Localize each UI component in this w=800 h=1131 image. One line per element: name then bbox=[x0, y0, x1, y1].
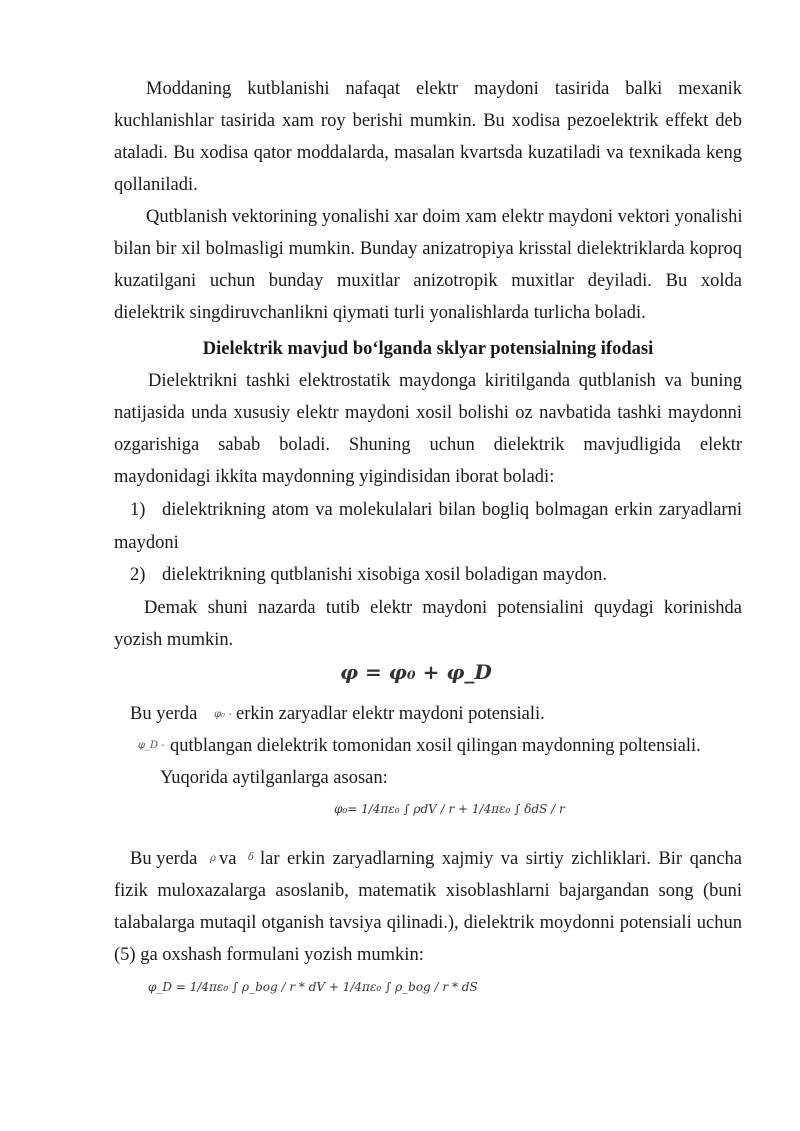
phi-d-symbol: φ_D - bbox=[138, 740, 165, 751]
list-item-1-line-2: maydoni bbox=[114, 533, 179, 553]
bu-yerda-label-1: Bu yerda bbox=[130, 704, 198, 724]
rho-symbol: ρ bbox=[210, 853, 216, 864]
yuqorida-line: Yuqorida aytilganlarga asosan: bbox=[160, 768, 388, 788]
p3-line-2: natijasida unda xususiy elektr maydoni xosil bolishi oz navbatida tashki maydonni bbox=[114, 403, 742, 423]
p2-line-3: kuzatilgani uchun bunday muxitlar anizotropik muxitlar deyiladi. Bu xolda bbox=[114, 271, 742, 291]
p1-line-3: ataladi. Bu xodisa qator moddalarda, masalan kvartsda kuzatiladi va texnikada keng bbox=[114, 143, 742, 163]
p5-va: va bbox=[219, 849, 237, 869]
p5-bu-yerda: Bu yerda bbox=[130, 849, 198, 869]
list-item-2-line-1: dielektrikning qutblanishi xisobiga xosil boladigan maydon. bbox=[162, 565, 607, 585]
p2-line-2: bilan bir xil bolmasligi mumkin. Bunday anizatropiya krisstal dielektriklarda koproq bbox=[114, 239, 742, 259]
p4-line-1: Demak shuni nazarda tutib elektr maydoni potensialini quydagi korinishda bbox=[144, 598, 742, 618]
p4-line-2: yozish mumkin. bbox=[114, 630, 234, 650]
delta-symbol: δ bbox=[248, 852, 255, 863]
formula-phi-d-integral: φ_D = 1/4πε₀ ∫ ρ_bog / r * dV + 1/4πε₀ ∫ ρ_bog / r * dS bbox=[148, 980, 478, 994]
p1-line-1: Moddaning kutblanishi nafaqat elektr maydoni tasirida balki mexanik bbox=[146, 79, 742, 99]
p3-line-3: ozgarishiga sabab boladi. Shuning uchun dielektrik mavjudligida elektr bbox=[114, 435, 742, 455]
p1-line-2: kuchlanishlar tasirida xam roy berishi mumkin. Bu xodisa pezoelektrik effekt deb bbox=[114, 111, 742, 131]
p5-line-3: talabalarga mutaqil otganish tavsiya qilinadi.), dielektrik moydonni potensiali uchun bbox=[114, 913, 742, 933]
p5-line-1-rest: lar erkin zaryadlarning xajmiy va sirtiy zichliklari. Bir qancha bbox=[260, 849, 742, 869]
formula-potential-sum: φ = φ₀ + φ_D bbox=[340, 660, 492, 684]
section-heading: Dielektrik mavjud bo‘lganda sklyar potensialning ifodasi bbox=[202, 339, 654, 359]
list-item-1-line-1: dielektrikning atom va molekulalari bilan bogliq bolmagan erkin zaryadlarni bbox=[162, 500, 742, 520]
list-item-2-number: 2) bbox=[130, 565, 146, 585]
p3-line-4: maydonidagi ikkita maydonning yigindisidan iborat boladi: bbox=[114, 467, 555, 487]
p3-line-1: Dielektrikni tashki elektrostatik maydonga kiritilganda qutblanish va buning bbox=[148, 371, 742, 391]
p5-line-4: (5) ga oxshash formulani yozish mumkin: bbox=[114, 945, 424, 965]
formula-phi-zero-integral: φ₀= 1/4πε₀ ∫ ρdV / r + 1/4πε₀ ∫ δdS / r bbox=[334, 802, 565, 816]
p5-line-2: fizik muloxazalarga asoslanib, matematik xisoblashlarni bajargandan song (buni bbox=[114, 881, 742, 901]
phi-d-description: qutblangan dielektrik tomonidan xosil qilingan maydonning poltensiali. bbox=[170, 736, 701, 756]
phi-zero-symbol: φ₀ - bbox=[214, 709, 232, 720]
p1-line-4: qollaniladi. bbox=[114, 175, 198, 195]
phi-zero-description: erkin zaryadlar elektr maydoni potensiali. bbox=[236, 704, 545, 724]
list-item-1-number: 1) bbox=[130, 500, 146, 520]
p2-line-1: Qutblanish vektorining yonalishi xar doim xam elektr maydoni vektori yonalishi bbox=[146, 207, 743, 227]
p2-line-4: dielektrik singdiruvchanlikni qiymati turli yonalishlarda turlicha boladi. bbox=[114, 303, 646, 323]
